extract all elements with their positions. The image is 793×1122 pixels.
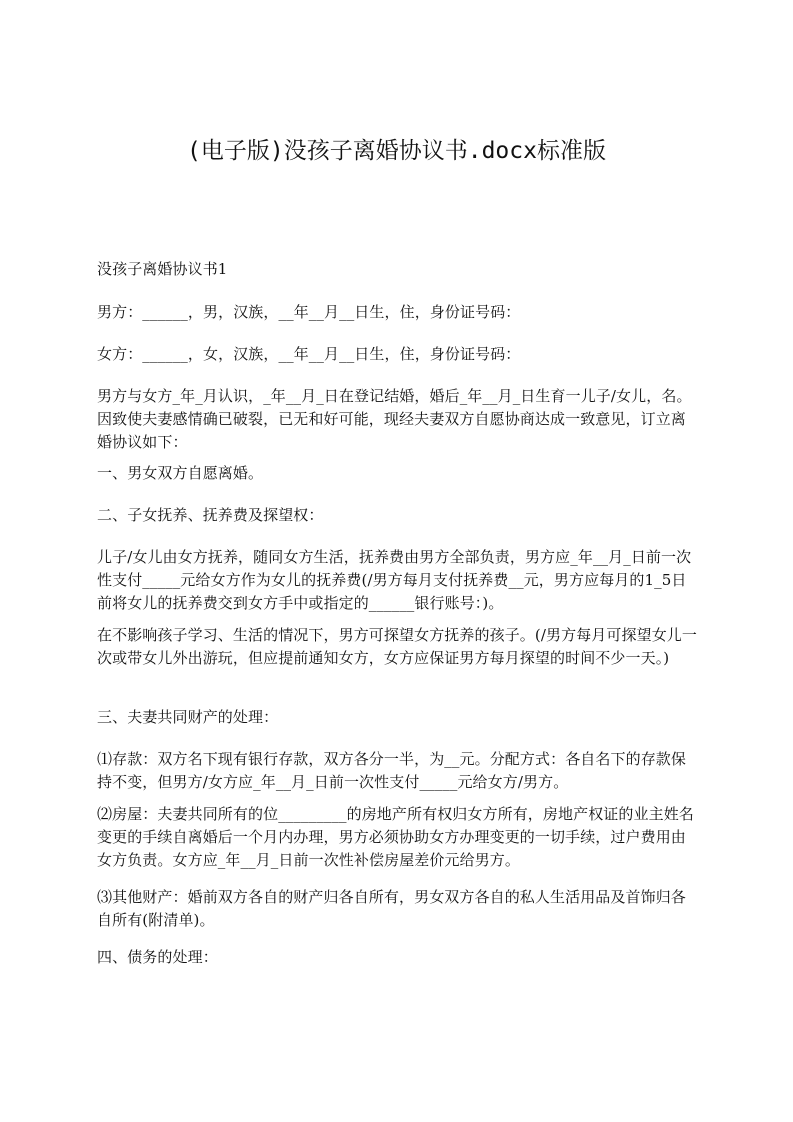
male-party-line: 男方：______，男，汉族，__年__月__日生，住，身份证号码： xyxy=(97,303,521,321)
clause-3-heading: 三、夫妻共同财产的处理： xyxy=(97,708,279,726)
clause-2-heading: 二、子女抚养、抚养费及探望权： xyxy=(97,506,324,524)
savings-paragraph: ⑴存款：双方名下现有银行存款，双方各分一半，为__元。分配方式：各自名下的存款保持不变，但男方/女方应_年__月_日前一次性支付_____元给女方/男方。 xyxy=(97,750,687,791)
house-paragraph: ⑵房屋：夫妻共同所有的位_________的房地产所有权归女方所有，房地产权证的业主姓名变更的手续自离婚后一个月内办理，男方必须协助女方办理变更的一切手续，过户费用由女方负责。女方应_年__月_日前一次性补偿房屋差价元给男方。 xyxy=(97,805,694,869)
other-property-paragraph: ⑶其他财产：婚前双方各自的财产归各自所有，男女双方各自的私人生活用品及首饰归各自所有(附清单)。 xyxy=(97,888,686,929)
child-support-paragraph: 儿子/女儿由女方抚养，随同女方生活，抚养费由男方全部负责，男方应_年__月_日前一次性支付_____元给女方作为女儿的抚养费(/男方每月支付抚养费__元，男方应每月的1_5日前将女儿的抚养费交到女方手中或指定的______银行账号：)。 xyxy=(97,548,692,612)
marriage-background-paragraph: 男方与女方_年_月认识，_年__月_日在登记结婚，婚后_年__月_日生育一儿子/女儿，名。因致使夫妻感情确已破裂，已无和好可能，现经夫妻双方自愿协商达成一致意见，订立离婚协议如下： xyxy=(97,387,692,451)
agreement-heading: 没孩子离婚协议书1 xyxy=(97,260,228,278)
visitation-paragraph: 在不影响孩子学习、生活的情况下，男方可探望女方抚养的孩子。(/男方每月可探望女儿一次或带女儿外出游玩，但应提前通知女方，女方应保证男方每月探望的时间不少一天。) xyxy=(97,626,698,667)
clause-1-heading: 一、男女双方自愿离婚。 xyxy=(97,464,264,482)
clause-4-heading: 四、债务的处理： xyxy=(97,948,218,966)
female-party-line: 女方：______，女，汉族，__年__月__日生，住，身份证号码： xyxy=(97,345,521,363)
document-title: (电子版)没孩子离婚协议书.docx标准版 xyxy=(187,138,606,164)
